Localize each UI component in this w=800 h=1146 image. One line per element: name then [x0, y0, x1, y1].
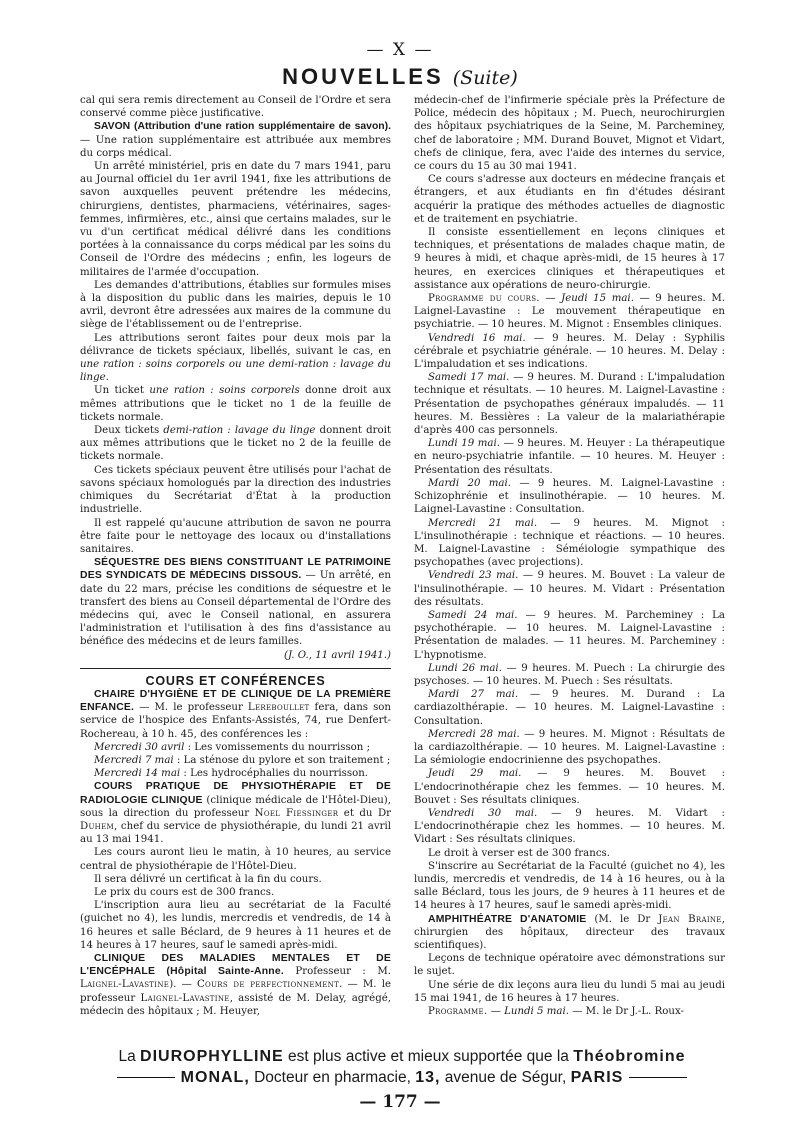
ad-line-2: [60, 1067, 744, 1088]
amphitheatre-section: [414, 913, 725, 953]
lecture-topic: : La sténose du pylore et son traitement ;: [173, 754, 391, 766]
program-date: Lundi 26 mai.: [428, 662, 502, 674]
roman-numeral: — X —: [366, 40, 434, 60]
section-heading: CHAIRE D'HYGIÈNE ET DE CLINIQUE DE LA PREMIÈRE ENFANCE.: [80, 688, 391, 714]
professor-name: Laignel-Lavastine: [80, 979, 170, 991]
lecture-item: [80, 741, 391, 754]
source-citation: (J. O., 11 avril 1941.): [283, 649, 391, 661]
lecture-topic: : Les vomissements du nourrisson ;: [184, 741, 371, 753]
section-heading: SAVON (Attribution d'une ration supplémentaire de savon).: [94, 121, 391, 133]
divider: [80, 668, 391, 669]
chaire-hygiene-section: [80, 688, 391, 741]
advertisement: [60, 1046, 744, 1088]
program-item: [414, 332, 725, 372]
text-run: , assisté de M. Delay, agrégé, médecin des hôpitaux ; M. Heuyer,: [80, 992, 391, 1017]
section-heading: CLINIQUE DES MALADIES MENTALES ET DE L'ENCÉPHALE (Hôpital Sainte-Anne.: [80, 953, 391, 978]
program-item: [414, 569, 725, 609]
text-run: , chirurgien des hôpitaux, directeur des travaux scientifiques).: [414, 913, 725, 951]
program-text: — 9 heures. M. Mignot : Résultats de la cardiazolthérapie. — 10 heures. M. Laignel-Lavastine : La sémiologie endocrinienne des psychopathes.: [414, 728, 725, 767]
program-item: [414, 807, 725, 847]
paragraph: [80, 332, 391, 385]
paragraph: [80, 384, 391, 424]
page-title: [0, 64, 800, 90]
program-text: — 9 heures. M. Heuyer : La thérapeutique en neuro-psychiatrie infantile. — 10 heures. M. Heuyer : Présentation des résultats.: [414, 438, 725, 476]
paragraph: médecin-chef de l'infirmerie spéciale près la Préfecture de Police, médecin des hôpitaux ; M. Puech, neurochirurgien des hôpitaux psychiatriques de la Seine, M. Parcheminey, chef de laboratoire ; MM. Durand Bouvet, Mignot et Vidart, chefs de clinique, fera, avec l'aide des internes du service, ce cours du 15 au 30 mai 1941.: [414, 95, 725, 173]
program-text: — M. le Dr J.-L. Roux-: [569, 1006, 684, 1018]
program-list: [414, 292, 725, 847]
lecture-item: [80, 767, 391, 780]
ad-text: est plus active et mieux supportée que la: [283, 1048, 574, 1065]
program-item: [414, 662, 725, 688]
text-run: Deux tickets: [94, 425, 164, 437]
paragraph: Les cours auront lieu le matin, à 10 heures, au service central de physiothérapie de l'Hôtel-Dieu.: [80, 847, 391, 872]
professor-name: Jean Braine: [658, 913, 722, 925]
physiotherapie-section: [80, 780, 391, 846]
ad-compare: Théobromine: [573, 1048, 686, 1065]
title-suffix: (Suite): [452, 67, 518, 89]
ad-rule-right: [629, 1077, 687, 1078]
section-text: — Une ration supplémentaire est attribuée aux membres du corps médical.: [80, 134, 391, 159]
text-run: donnent droit aux mêmes attributions que le ticket no 2 de la feuille de tickets normale.: [80, 425, 391, 463]
program-text: — 9 heures. M. Delay : Syphilis cérébrale et psychiatrie générale. — 10 heures. M. Delay : L'impaludation et ses indications.: [414, 332, 725, 371]
program-text: — 9 heures. M. Laignel-Lavastine : Schizophrénie et insulinothérapie. — 10 heures. M. Laignel-Lavastine : Consultation.: [414, 477, 726, 516]
text-run-italic: demi-ration : lavage du linge: [163, 425, 316, 437]
program-date: Mardi 20 mai.: [428, 477, 512, 489]
savon-section: [80, 120, 391, 160]
page-number: — 177 —: [359, 1092, 441, 1112]
professor-name: Laignel-Lavastine: [140, 992, 230, 1004]
paragraph: L'inscription aura lieu au secrétariat de la Faculté (guichet no 4), les lundis, mercredis et vendredis, de 14 à 16 heures et salle Béclard, de 9 heures à 11 heures et de 14 heures à 17 heures, sauf le samedi après-midi.: [80, 900, 391, 951]
title-main: NOUVELLES: [282, 64, 444, 89]
ad-line-1: [60, 1046, 744, 1067]
lecture-date: Mercredi 7 mai: [94, 754, 174, 766]
ad-rule-left: [117, 1077, 175, 1078]
sequestre-section: [80, 556, 391, 661]
lecture-item: [80, 754, 391, 767]
ad-number: 13,: [415, 1069, 441, 1086]
program-item: [414, 688, 725, 728]
text-run: (clinique médicale de l'Hôtel-Dieu), sous la direction du professeur: [80, 794, 392, 819]
paragraph: [80, 424, 391, 464]
paragraph: Une série de dix leçons aura lieu du lundi 5 mai au jeudi 15 mai 1941, de 16 heures à 17 heures.: [414, 979, 725, 1004]
program-text: — 9 heures. M. Vidart : L'endocrinothérapie chez les hommes. — 10 heures. M. Vidart : Ses résultats cliniques.: [414, 807, 725, 846]
program-text: — 9 heures. M. Parcheminey : La psychothérapie. — 10 heures. M. Laignel-Lavastine : Présentation de malades. — 11 heures. M. Parcheminey : L'hypnotisme.: [414, 609, 725, 661]
text-run: Les attributions seront faites pour deux mois par la délivrance de tickets spéciaux, libellés, suivant le cas, en: [80, 332, 391, 357]
text-run: fera, dans son service de l'hospice des Enfants-Assistés, 74, rue Denfert-Rochereau, à 10 h. 45, des conférences les :: [80, 702, 391, 740]
lecture-topic: : Les hydrocéphalies du nourrisson.: [180, 768, 369, 780]
text-run: , chef du service de physiothérapie, du lundi 21 avril au 13 mai 1941.: [80, 820, 391, 846]
program-date: Lundi 19 mai.: [428, 438, 500, 450]
program-date: Vendredi 23 mai.: [428, 570, 519, 582]
right-column: [414, 94, 725, 1018]
paragraph: Les demandes d'attributions, établies sur formules mises à la disposition du public dans les mairies, depuis le 10 avril, devront être adressées aux maires de la commune du siège de l'établissement ou de l'entreprise.: [80, 279, 391, 331]
clinique-mentale-section: [80, 952, 391, 1018]
program-text: — 9 heures. M. Durand : L'impaludation technique et résultats. — 10 heures. M. Laignel-Lavastine : Présentation de psychopathes généraux impaludés. — 11 heures. M. Bessières : La valeur de la malariathérapie d'après 400 cas personnels.: [414, 372, 725, 437]
paragraph: Le droit à verser est de 300 francs.: [428, 847, 610, 859]
program-item: [414, 477, 725, 517]
program-item: [414, 517, 725, 570]
professor-name: Lereboullet: [247, 702, 310, 714]
text-run: Professeur : M.: [283, 966, 392, 978]
professor-name: Duhem: [80, 820, 114, 832]
program-item: [414, 437, 725, 477]
program-date: Vendredi 30 mai.: [428, 807, 538, 819]
program-item: [414, 728, 725, 768]
paragraph: Leçons de technique opératoire avec démonstrations sur le sujet.: [414, 953, 725, 978]
cours-heading: COURS ET CONFÉRENCES: [145, 673, 326, 688]
program-date: Vendredi 16 mai.: [428, 332, 526, 344]
course-label: Cours de perfectionnement: [196, 979, 340, 991]
program-text: — 9 heures. M. Mignot : L'insulinothérapie : technique et réactions. — 10 heures. M. Laignel-Lavastine : Séméiologie sympathique des psychopathes (avec projections).: [414, 517, 725, 569]
program-date: Jeudi 15 mai.: [561, 293, 634, 305]
paragraph: Ce cours s'adresse aux docteurs en médecine français et étrangers, et aux étudiants en fin d'études désirant acquérir la pratique des méthodes actuelles de diagnostic et de traitement en psychiatrie.: [414, 174, 725, 225]
left-column: [80, 94, 391, 1018]
program-label: Programme du cours.: [428, 293, 540, 305]
program-text: — 9 heures. M. Puech : La chirurgie des psychoses. — 10 heures. M. Puech : Ses résultats.: [414, 662, 725, 687]
ad-product: DIUROPHYLLINE: [140, 1048, 284, 1065]
section-heading: SÉQUESTRE DES BIENS CONSTITUANT LE PATRIMOINE DES SYNDICATS DE MÉDECINS DISSOUS.: [80, 557, 391, 582]
program-item: [414, 371, 725, 437]
text-run: ). —: [169, 979, 197, 991]
text-run: Un ticket: [94, 385, 150, 397]
program-text: — 9 heures. M. Bouvet : La valeur de l'insulinothérapie. — 10 heures. M. Vidart : Présentation des résultats.: [414, 570, 725, 608]
program-item: Programme. — Lundi 5 mai. — M. le Dr J.-L. Roux-: [428, 1006, 684, 1018]
text-run-italic: une ration : soins corporels: [149, 385, 300, 397]
paragraph: S'inscrire au Secrétariat de la Faculté (guichet no 4), les lundis, mercredis et vendredis, de 14 à 16 heures, ou à la salle Béclard, tous les jours, de 9 heures à 11 heures et de 14 heures à 17 heures, sauf le samedi après-midi.: [414, 860, 725, 912]
section-heading: COURS PRATIQUE DE PHYSIOTHÉRAPIE ET DE RADIOLOGIE CLINIQUE: [80, 781, 391, 806]
program-date: Samedi 24 mai.: [428, 609, 518, 621]
professor-name: Noel Fiessinger: [254, 807, 339, 819]
text-run: donne droit aux mêmes attributions que le ticket no 1 de la feuille de tickets normale.: [80, 385, 391, 423]
ad-brand: MONAL,: [180, 1069, 250, 1086]
section-text: — Un arrêté, en date du 22 mars, précise les conditions de séquestre et le transfert des biens au Conseil départemental de l'Ordre des médecins qui, avec le Conseil national, en assurera l'administration et l'utilisation à des fins d'assistance au bénéfice des médecins et de leurs familles.: [80, 570, 391, 648]
section-heading: AMPHITHÉATRE D'ANATOMIE: [428, 913, 587, 925]
lecture-date: Mercredi 14 mai: [94, 768, 181, 780]
paragraph: Il sera délivré un certificat à la fin du cours.: [94, 873, 322, 885]
ad-text: La: [118, 1048, 141, 1065]
paragraph: Il consiste essentiellement en leçons cliniques et techniques, et présentations de malades chaque matin, de 9 heures à midi, et chaque après-midi, de 15 heures à 17 heures, en exercices cliniques et thérapeutiques et assistance aux opérations de neuro-chirurgie.: [414, 227, 725, 291]
text-run: . — M. le professeur: [80, 979, 391, 1004]
paragraph: Il est rappelé qu'aucune attribution de savon ne pourra être faite pour le nettoyage des locaux ou d'installations sanitaires.: [80, 517, 391, 555]
ad-text: avenue de Ségur,: [440, 1069, 571, 1086]
program-item: [414, 767, 725, 807]
text-run: — M. le professeur: [134, 702, 248, 714]
text-run-italic: une ration : soins corporels ou une demi-ration : lavage du linge.: [80, 359, 391, 384]
paragraph: Le prix du cours est de 300 francs.: [94, 886, 275, 898]
program-date: Mardi 27 mai.: [428, 689, 519, 701]
program-date: Jeudi 29 mai.: [428, 768, 522, 780]
program-label: Programme.: [428, 1006, 488, 1018]
text-run: et du Dr: [338, 807, 391, 819]
program-date: Lundi 5 mai.: [504, 1006, 569, 1018]
ad-text: Docteur en pharmacie,: [249, 1069, 416, 1086]
program-date: Samedi 17 mai.: [428, 372, 510, 384]
program-item: Programme du cours. — Jeudi 15 mai. — 9 heures. M. Laignel-Lavastine : Le mouvement thérapeutique en psychiatrie. — 10 heures. M. Mignot : Ensembles cliniques.: [414, 293, 726, 331]
program-date: Mercredi 21 mai.: [428, 517, 538, 529]
paragraph: Un arrêté ministériel, pris en date du 7 mars 1941, paru au Journal officiel du 1er avril 1941, fixe les attributions de savon auxquelles peuvent prétendre les médecins, chirurgiens, dentistes, pharmaciens, vétérinaires, sages-femmes, infirmières, etc., ainsi que certains malades, sur le vu d'un certificat médical délivré dans les conditions portées à la connaissance du corps médical par les soins du Conseil de l'Ordre des médecins ; enfin, les logeurs de militaires de l'armée d'occupation.: [80, 161, 391, 278]
paragraph: Ces tickets spéciaux peuvent être utilisés pour l'achat de savons spéciaux homologués par la direction des industries chimiques du Secrétariat d'État à la production industrielle.: [80, 464, 391, 516]
ad-city: PARIS: [570, 1069, 624, 1086]
program-item: [414, 609, 725, 662]
program-text: — 9 heures. M. Laignel-Lavastine : Le mouvement thérapeutique en psychiatrie. — 10 heures. M. Mignot : Ensembles cliniques.: [414, 293, 726, 331]
program-date: Mercredi 28 mai.: [428, 728, 520, 740]
program-text: — 9 heures. M. Bouvet : L'endocrinothérapie chez les femmes. — 10 heures. M. Bouvet : Ses résultats cliniques.: [414, 768, 726, 806]
paragraph: cal qui sera remis directement au Conseil de l'Ordre et sera conservé comme pièce justificative.: [80, 95, 391, 120]
program-text: — 9 heures. M. Durand : La cardiazolthérapie. — 10 heures. M. Laignel-Lavastine : Consultation.: [414, 689, 725, 727]
lecture-date: Mercredi 30 avril: [94, 741, 185, 753]
text-run: (M. le Dr: [586, 913, 659, 925]
